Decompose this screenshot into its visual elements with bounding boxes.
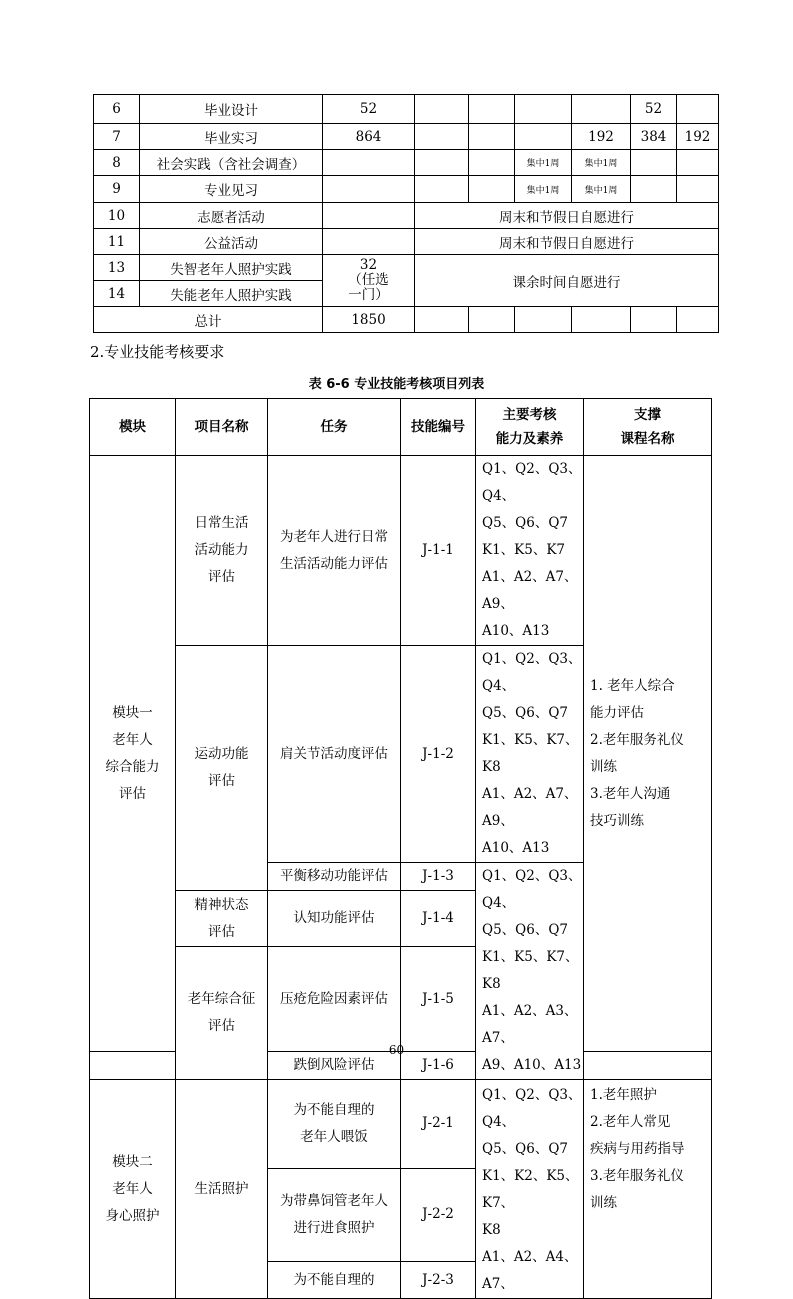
term-cell [631,176,677,203]
term-cell [469,307,515,333]
hours-line: 32 [359,257,378,273]
task-cell [268,456,401,646]
schedule-note: 周末和节假日自愿进行 [415,203,719,229]
header-ability [476,399,584,456]
ability-line: A1、A2、A7、A9、 [482,786,578,829]
task-cell [268,1080,401,1169]
task-cell: 跌倒风险评估 [268,1052,401,1080]
term-cell [572,95,631,124]
module-line: 老年人 [112,1180,153,1197]
header-ability-line: 主要考核 [502,407,557,423]
task-line: 生活活动能力评估 [280,555,388,572]
table-row [94,229,719,255]
project-cell [176,891,268,947]
table-row [94,150,719,176]
term-cell [415,124,469,150]
task-cell: 肩关节活动度评估 [268,646,401,863]
skill-code: J-1-2 [401,646,476,863]
course-line: 能力评估 [590,704,644,721]
ability-line: A10、A13 [482,840,550,856]
course-hours [323,150,415,176]
ability-line: K1、K2、K5、K7、 [482,1168,579,1211]
module-line: 综合能力 [105,758,160,775]
term-cell [515,95,572,124]
term-cell [515,307,572,333]
skill-code: J-2-2 [401,1168,476,1261]
course-line: 3.老年服务礼仪 [590,1168,684,1184]
ability-line: K1、K5、K7、K8 [482,732,579,775]
ability-line: Q1、Q2、Q3、Q4、 [482,868,582,911]
row-number: 7 [94,124,140,150]
course-line: 训练 [590,1195,617,1211]
header-module: 模块 [90,399,176,456]
term-cell [677,307,719,333]
course-name: 专业见习 [140,176,323,203]
task-line: 为带鼻饲管老年人 [280,1192,388,1209]
task-cell: 认知功能评估 [268,891,401,947]
skill-code: J-1-4 [401,891,476,947]
course-line: 1. 老年人综合 [590,677,675,694]
module-line: 模块一 [112,704,153,721]
term-cell [469,124,515,150]
ability-line: A9、A10、A13 [482,1057,582,1073]
header-course [584,399,712,456]
term-cell [469,95,515,124]
term-cell [415,150,469,176]
ability-line: Q5、Q6、Q7 [482,705,568,721]
header-course-line: 支撑 [634,407,661,423]
module-cell [90,456,176,1052]
course-line: 2.老年服务礼仪 [590,731,684,748]
hours-line: （任选 [348,272,389,288]
task-cell: 平衡移动功能评估 [268,863,401,891]
module-line: 评估 [119,785,146,802]
term-cell [415,307,469,333]
project-line: 老年综合征 [187,991,256,1007]
row-number: 6 [94,95,140,124]
task-cell: 压疮危险因素评估 [268,947,401,1052]
header-row [90,399,712,456]
ability-line: A1、A2、A7、A9、 [482,569,578,612]
term-cell [677,176,719,203]
module-line: 老年人 [112,731,153,748]
ability-line: A1、A2、A3、A7、 [482,1003,578,1046]
ability-line: Q1、Q2、Q3、Q4、 [482,461,582,504]
schedule-note: 周末和节假日自愿进行 [415,229,719,255]
course-hours [323,176,415,203]
skill-code: J-1-6 [401,1052,476,1080]
project-line: 评估 [208,773,235,789]
project-cell: 生活照护 [176,1080,268,1299]
row-number: 13 [94,255,140,281]
curriculum-hours-table [93,94,719,333]
table-row [94,203,719,229]
course-cell [584,456,712,1052]
project-line: 日常生活 [194,515,249,531]
hours-line: 一门） [348,287,389,303]
ability-cell [476,456,584,646]
project-line: 评估 [208,923,235,940]
ability-line: Q1、Q2、Q3、Q4、 [482,1087,582,1130]
page-number: 60 [388,1043,405,1057]
section-heading: 2.专业技能考核要求 [90,343,225,361]
term-cell [515,124,572,150]
course-hours [323,255,415,307]
total-row [94,307,719,333]
ability-line: K1、K5、K7、K8 [482,949,579,992]
ability-cell [476,1080,584,1299]
term-cell [677,95,719,124]
term-cell [631,307,677,333]
ability-line: Q5、Q6、Q7 [482,1141,568,1157]
total-hours: 1850 [323,307,415,333]
term-cell [415,95,469,124]
ability-line: A1、A2、A4、A7、 [482,1249,578,1292]
skill-code: J-2-1 [401,1080,476,1169]
ability-line: Q5、Q6、Q7 [482,922,568,938]
course-name: 志愿者活动 [140,203,323,229]
table-row [94,255,719,281]
ability-line: Q1、Q2、Q3、Q4、 [482,651,582,694]
course-hours [323,203,415,229]
ability-line: K8 [482,1222,501,1238]
task-cell [268,1168,401,1261]
project-cell [176,947,268,1080]
project-line: 活动能力 [194,542,249,558]
task-cell: 为不能自理的 [268,1261,401,1298]
module-line: 模块二 [112,1153,153,1170]
skill-code: J-1-5 [401,947,476,1052]
table-row [94,95,719,124]
term-cell: 集中1周 [515,176,572,203]
term-cell: 集中1周 [572,176,631,203]
course-name: 公益活动 [140,229,323,255]
header-course-line: 课程名称 [620,431,675,447]
skill-code: J-2-3 [401,1261,476,1298]
course-line: 疾病与用药指导 [590,1141,685,1157]
table-row [90,456,712,646]
course-line: 技巧训练 [590,812,644,829]
course-name: 毕业设计 [140,95,323,124]
course-line: 1.老年照护 [590,1087,657,1103]
ability-line: Q5、Q6、Q7 [482,515,568,531]
skill-assessment-table [89,398,712,1299]
term-cell [415,176,469,203]
row-number: 11 [94,229,140,255]
term-cell [677,150,719,176]
term-cell: 384 [631,124,677,150]
term-cell [469,150,515,176]
course-hours [323,229,415,255]
total-label: 总计 [94,307,323,333]
ability-line: A10、A13 [482,623,550,639]
project-line: 评估 [208,569,235,585]
course-name: 失智老年人照护实践 [140,255,323,281]
course-name: 毕业实习 [140,124,323,150]
row-number: 10 [94,203,140,229]
course-cell [584,1080,712,1299]
table-row [94,124,719,150]
task-line: 为不能自理的 [293,1101,375,1118]
term-cell [631,150,677,176]
term-cell [469,176,515,203]
header-project: 项目名称 [176,399,268,456]
skill-code: J-1-1 [401,456,476,646]
header-task: 任务 [268,399,401,456]
project-cell [176,646,268,891]
table-caption: 表 6-6 专业技能考核项目列表 [308,377,485,392]
table-row [94,176,719,203]
term-cell: 192 [677,124,719,150]
course-line: 3.老年人沟通 [590,785,671,802]
header-code: 技能编号 [401,399,476,456]
term-cell: 52 [631,95,677,124]
task-line: 为老年人进行日常 [280,528,388,545]
row-number: 8 [94,150,140,176]
course-hours: 52 [323,95,415,124]
term-cell [572,307,631,333]
task-line: 老年人喂饭 [300,1128,368,1145]
row-number: 9 [94,176,140,203]
table-row [90,1080,712,1169]
course-name: 社会实践（含社会调查） [140,150,323,176]
course-hours: 864 [323,124,415,150]
ability-line: K1、K5、K7 [482,542,566,558]
skill-code: J-1-3 [401,863,476,891]
project-line: 精神状态 [194,896,249,913]
row-number: 14 [94,281,140,307]
schedule-note: 课余时间自愿进行 [415,255,719,307]
module-cell [90,1080,176,1299]
header-ability-line: 能力及素养 [495,431,564,447]
project-line: 评估 [208,1018,235,1034]
course-line: 训练 [590,758,617,775]
project-line: 运动功能 [194,746,249,762]
module-line: 身心照护 [105,1207,160,1224]
project-cell [176,456,268,646]
course-name: 失能老年人照护实践 [140,281,323,307]
term-cell: 192 [572,124,631,150]
task-line: 进行进食照护 [293,1219,375,1236]
term-cell: 集中1周 [572,150,631,176]
course-line: 2.老年人常见 [590,1114,671,1130]
ability-cell [476,646,584,863]
term-cell: 集中1周 [515,150,572,176]
